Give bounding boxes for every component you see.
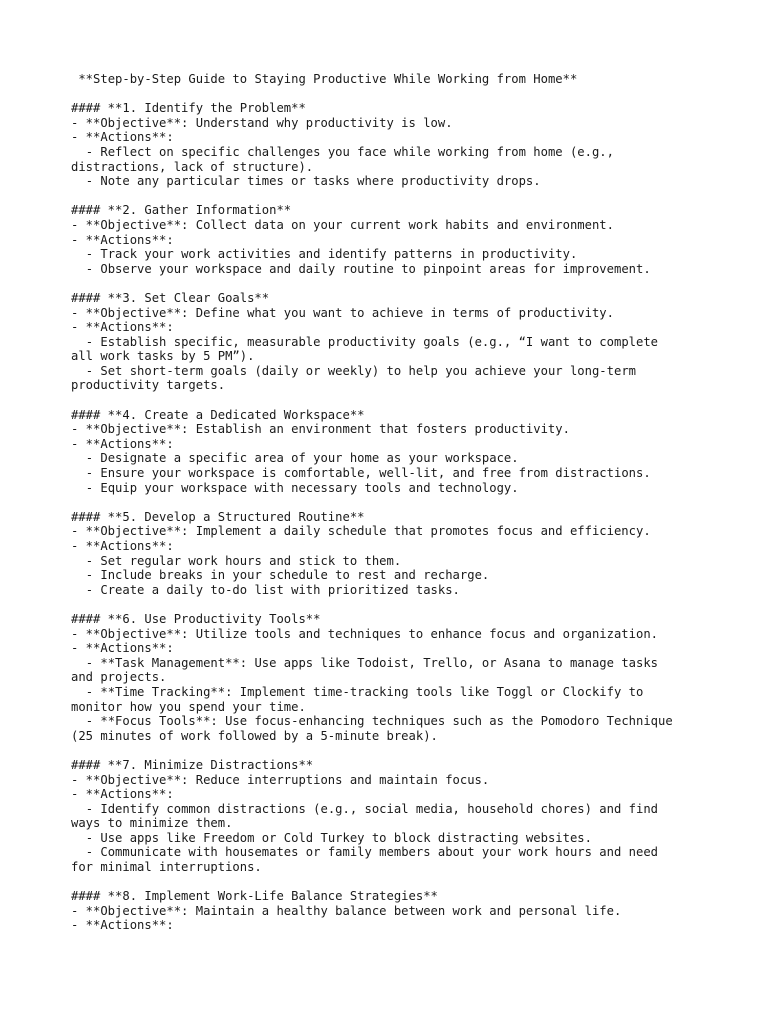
blank-line (71, 875, 761, 890)
text-line: - **Objective**: Define what you want to achieve in terms of productivity. (71, 305, 614, 320)
text-line: - **Time Tracking**: Implement time-tracking tools like Toggl or Clockify to (71, 684, 644, 699)
blank-line (71, 393, 761, 408)
text-line: all work tasks by 5 PM”). (71, 349, 255, 364)
section-heading: #### **2. Gather Information** (71, 203, 292, 218)
text-line: - Identify common distractions (e.g., social media, household chores) and find (71, 801, 659, 816)
text-line: - **Actions**: (71, 130, 174, 145)
text-line: - Track your work activities and identify patterns in productivity. (71, 247, 578, 262)
text-line: - **Objective**: Maintain a healthy balance between work and personal life. (71, 903, 622, 918)
text-line: ways to minimize them. (71, 816, 233, 831)
text-line: - **Actions**: (71, 320, 174, 335)
text-line: - **Objective**: Establish an environment that fosters productivity. (71, 422, 570, 437)
blank-line (71, 495, 761, 510)
section-heading: #### **7. Minimize Distractions** (71, 757, 314, 772)
text-line: - Set regular work hours and stick to them. (71, 553, 402, 568)
text-line: - **Objective**: Implement a daily schedule that promotes focus and efficiency. (71, 524, 651, 539)
text-line: - **Task Management**: Use apps like Todoist, Trello, or Asana to manage tasks (71, 655, 659, 670)
section-heading: #### **3. Set Clear Goals** (71, 290, 270, 305)
text-line: - Create a daily to-do list with prioritized tasks. (71, 582, 460, 597)
text-line: - **Objective**: Reduce interruptions and maintain focus. (71, 772, 490, 787)
text-line: productivity targets. (71, 378, 226, 393)
text-line: - **Actions**: (71, 539, 174, 553)
text-line: - Equip your workspace with necessary tools and technology. (71, 480, 519, 495)
text-line: - **Objective**: Utilize tools and techniques to enhance focus and organization. (71, 626, 658, 641)
blank-line (71, 276, 761, 291)
text-line: - **Actions**: (71, 641, 174, 656)
section-heading: #### **4. Create a Dedicated Workspace** (71, 407, 365, 422)
blank-line (71, 87, 761, 102)
text-line: - Note any particular times or tasks where productivity drops. (71, 174, 541, 189)
document-title: **Step-by-Step Guide to Staying Productive While Working from Home** (71, 72, 578, 86)
text-line: - Communicate with housemates or family members about your work hours and need (71, 845, 659, 860)
text-line: - **Actions**: (71, 436, 174, 451)
text-line: - Reflect on specific challenges you face while working from home (e.g., (71, 144, 614, 159)
blank-line (71, 743, 761, 758)
text-line: and projects. (71, 670, 167, 685)
text-line: - **Focus Tools**: Use focus-enhancing techniques such as the Pomodoro Technique (71, 714, 673, 729)
text-line: - **Objective**: Understand why productivity is low. (71, 115, 453, 130)
text-line: - Use apps like Freedom or Cold Turkey to block distracting websites. (71, 830, 592, 845)
document-page (71, 72, 761, 933)
text-line: monitor how you spend your time. (71, 699, 306, 714)
text-line: for minimal interruptions. (71, 860, 262, 875)
text-line: - **Actions**: (71, 918, 174, 933)
section-heading: #### **6. Use Productivity Tools** (71, 611, 321, 626)
text-line: distractions, lack of structure). (71, 159, 314, 174)
text-line: - Designate a specific area of your home as your workspace. (71, 451, 519, 466)
section-heading: #### **8. Implement Work-Life Balance Strategies** (71, 889, 438, 904)
text-line: - Observe your workspace and daily routine to pinpoint areas for improvement. (71, 261, 651, 276)
text-line: - Include breaks in your schedule to rest and recharge. (71, 568, 490, 583)
text-line: - Establish specific, measurable productivity goals (e.g., “I want to complete (71, 334, 659, 349)
text-line: - Set short-term goals (daily or weekly) to help you achieve your long-term (71, 363, 636, 378)
text-line: - **Actions**: (71, 787, 174, 802)
text-line: - **Objective**: Collect data on your current work habits and environment. (71, 217, 614, 232)
text-line: (25 minutes of work followed by a 5-minute break). (71, 728, 438, 743)
blank-line (71, 189, 761, 204)
text-line: - **Actions**: (71, 232, 174, 247)
blank-line (71, 597, 761, 612)
text-line: - Ensure your workspace is comfortable, well-lit, and free from distractions. (71, 466, 651, 481)
section-heading: #### **1. Identify the Problem** (71, 101, 306, 116)
section-heading: #### **5. Develop a Structured Routine** (71, 509, 365, 524)
